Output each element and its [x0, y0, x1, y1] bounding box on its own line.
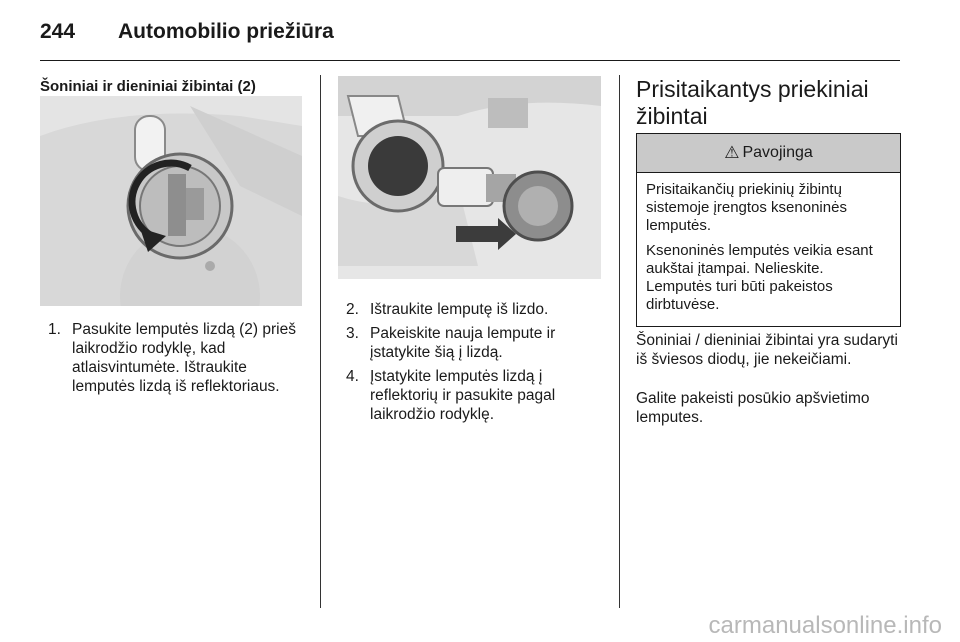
main-heading: Prisitaikantys priekiniai žibintai: [636, 76, 869, 129]
page-title: Automobilio priežiūra: [118, 20, 334, 43]
danger-header: [637, 134, 900, 173]
step-text: Pakeiskite nauja lempute ir įstatykite šią į lizdą.: [370, 325, 556, 361]
step-text: Pasukite lemputės lizdą (2) prieš laikrodžio rodyklę, kad atlaisvintumėte. Ištraukite lemputės lizdą iš reflektoriaus.: [72, 321, 296, 395]
column-divider-left: [320, 75, 321, 608]
bulb-socket-illustration: [40, 96, 302, 306]
step-number: 2.: [346, 301, 359, 318]
step-number: 4.: [346, 368, 359, 385]
section-heading: Šoniniai ir dieniniai žibintai (2): [40, 78, 256, 95]
footer-watermark-url: carmanualsonline.info: [708, 612, 942, 639]
body-paragraph: Šoniniai / dieniniai žibintai yra sudaryti iš šviesos diodų, jie nekeičiami.: [636, 332, 898, 368]
list-item: [346, 367, 604, 424]
bulb-removal-illustration: [338, 76, 601, 279]
list-item: [48, 320, 310, 396]
warning-triangle-icon: ⚠: [724, 143, 740, 162]
step-number: 1.: [48, 321, 61, 338]
danger-body: [637, 173, 900, 326]
list-item: [346, 300, 604, 319]
list-item: [346, 324, 604, 362]
body-paragraph: Galite pakeisti posūkio apšvietimo lemputes.: [636, 390, 870, 426]
danger-paragraph: Ksenoninės lemputės veikia esant aukštai įtampai. Nelieskite. Lemputės turi būti pakeistos dirbtuvėse.: [646, 242, 873, 313]
danger-paragraph: Prisitaikančių priekinių žibintų sistemoje įrengtos ksenoninės lemputės.: [646, 181, 847, 234]
step-text: Įstatykite lemputės lizdą į reflektorių ir pasukite pagal laikrodžio rodyklę.: [370, 368, 556, 423]
steps-list-middle: [346, 300, 604, 429]
step-text: Ištraukite lemputę iš lizdo.: [370, 301, 549, 318]
danger-box: [636, 133, 901, 327]
step-number: 3.: [346, 325, 359, 342]
page-number: 244: [40, 20, 76, 43]
bulb-removal-illustration-drawing: [338, 76, 601, 279]
bulb-socket-illustration-drawing: [40, 96, 302, 306]
steps-list-left: [48, 320, 310, 401]
column-divider-right: [619, 75, 620, 608]
danger-label: Pavojinga: [742, 144, 813, 161]
page-header: [40, 14, 900, 61]
